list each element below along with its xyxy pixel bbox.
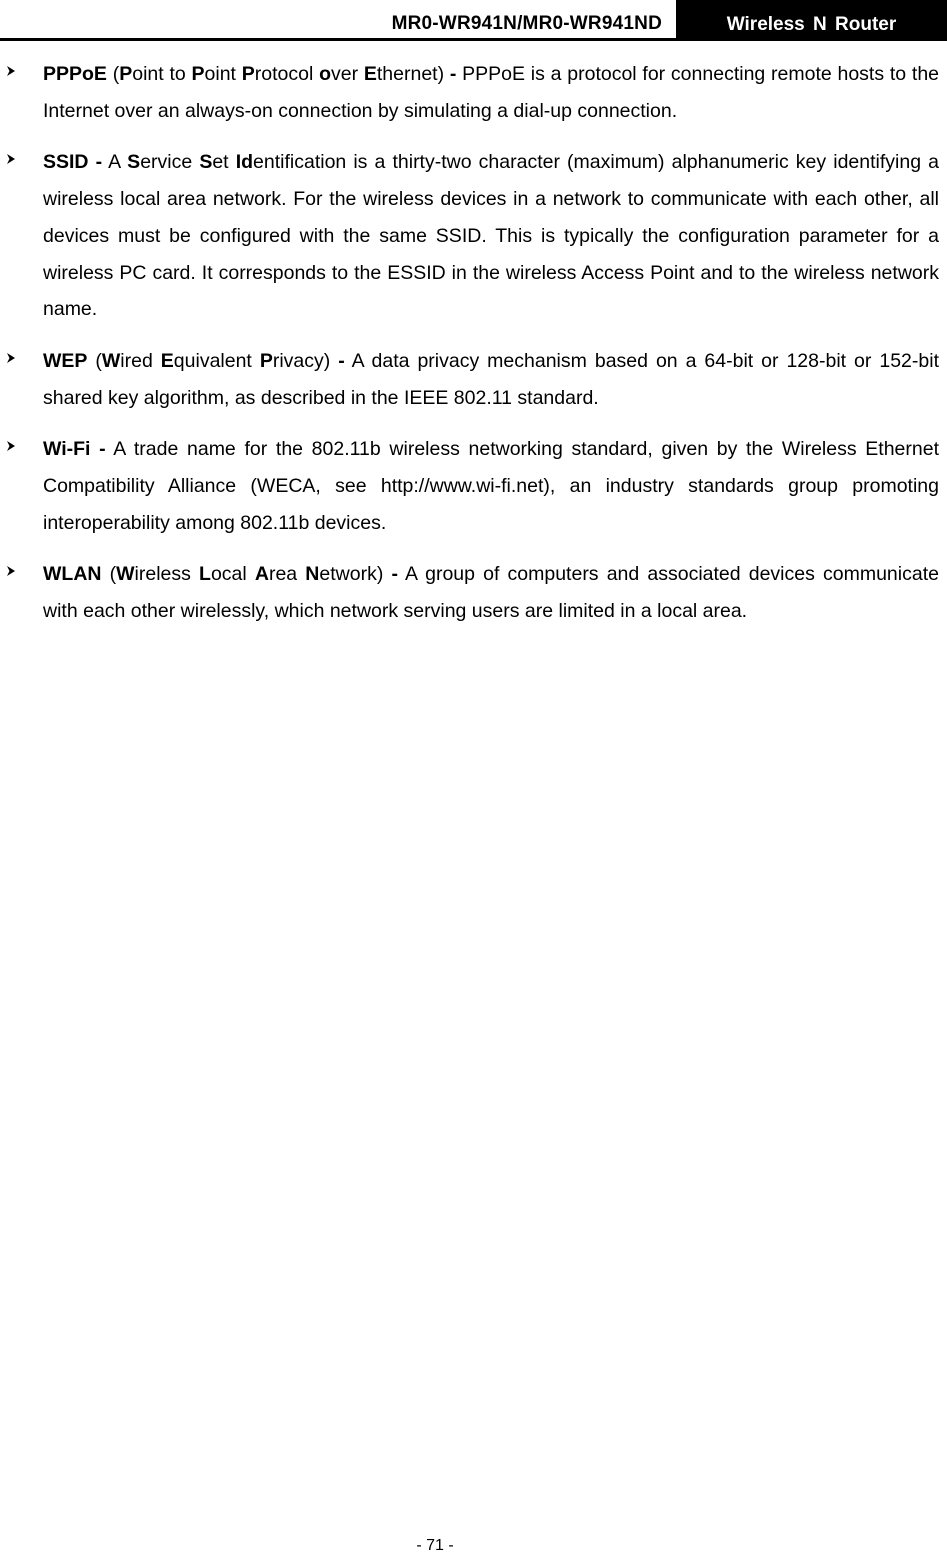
term-description: oint xyxy=(204,63,242,85)
term-description: A data privacy mechanism based on a 64-bit or 128-bit or 152-bit shared key algorithm, as described in the IEEE 802.11 standard. xyxy=(43,349,939,409)
term-keyword: P xyxy=(191,63,205,85)
term-keyword: S xyxy=(127,151,141,174)
term-keyword: W xyxy=(101,349,121,372)
glossary-item-wep xyxy=(0,343,947,416)
term-description: rivacy) xyxy=(272,349,339,372)
page-header xyxy=(0,0,947,40)
term-description: rea xyxy=(268,563,306,586)
glossary-item-text xyxy=(43,431,939,541)
glossary-item-wifi xyxy=(0,431,947,541)
term-keyword: WLAN xyxy=(43,563,102,586)
term-keyword: o xyxy=(319,63,331,85)
term-description: A group of computers and associated devices communicate with each other wirelessly, which network serving users are limited in a local area. xyxy=(43,563,939,623)
term-description: ver xyxy=(330,63,364,85)
term-description: et xyxy=(212,151,236,174)
term-description: A xyxy=(102,151,128,174)
term-keyword: N xyxy=(305,563,320,586)
term-keyword: Id xyxy=(235,151,254,174)
term-description: quivalent xyxy=(173,349,260,372)
term-description: etwork) xyxy=(319,563,392,586)
glossary-item-pppoe xyxy=(0,56,947,129)
glossary-item-ssid xyxy=(0,144,947,328)
term-keyword: A xyxy=(254,563,269,586)
glossary-item-wlan xyxy=(0,556,947,629)
glossary-item-text xyxy=(43,144,939,328)
term-description: ( xyxy=(87,349,102,372)
glossary-item-text xyxy=(43,343,939,416)
term-keyword: P xyxy=(119,63,133,85)
term-description: ervice xyxy=(140,151,200,174)
glossary-item-text xyxy=(43,556,939,629)
term-keyword: P xyxy=(259,349,273,372)
term-description: A trade name for the 802.11b wireless networking standard, given by the Wireless Ethernet Compatibility Alliance (WECA, see http://www.wi-fi.net), an industry standards group promoting interoperability among 802.11b devices. xyxy=(43,438,940,534)
term-description: oint to xyxy=(132,63,192,85)
term-keyword: WEP xyxy=(43,349,88,372)
term-keyword: E xyxy=(160,349,174,372)
arrowhead-bullet-icon xyxy=(4,351,18,365)
term-keyword: SSID - xyxy=(43,151,103,174)
term-keyword: P xyxy=(241,63,255,85)
term-keyword: - xyxy=(449,63,457,85)
term-keyword: W xyxy=(116,563,135,586)
term-keyword: PPPoE xyxy=(43,63,107,85)
term-description: thernet) xyxy=(376,63,450,85)
page-number: - 71 - xyxy=(416,1537,454,1554)
glossary-item-text xyxy=(43,56,939,129)
term-description: ( xyxy=(106,63,120,85)
term-description: PPPoE is a protocol for connecting remote hosts to the Internet over an always-on connection by simulating a dial-up connection. xyxy=(43,63,940,122)
term-description: entification is a thirty-two character (maximum) alphanumeric key identifying a wireless local area network. For the wireless devices in a network to communicate with each other, all devices must be configured with the same SSID. This is typically the configuration parameter for a wireless PC card. It corresponds to the ESSID in the wireless Access Point and to the wireless network name. xyxy=(43,151,939,321)
term-description: ireless xyxy=(134,563,200,586)
glossary-list xyxy=(0,56,947,645)
arrowhead-bullet-icon xyxy=(4,152,18,166)
term-description: ( xyxy=(101,563,117,586)
term-keyword: - xyxy=(338,349,345,372)
term-keyword: S xyxy=(199,151,213,174)
header-rule xyxy=(0,38,947,41)
term-keyword: - xyxy=(391,563,398,586)
term-description: ocal xyxy=(210,563,255,586)
arrowhead-bullet-icon xyxy=(4,564,18,578)
header-model-name: MR0-WR941N/MR0-WR941ND xyxy=(391,13,662,34)
term-keyword: L xyxy=(199,563,211,586)
header-product-name: Wireless N Router xyxy=(676,0,947,38)
arrowhead-bullet-icon xyxy=(4,439,18,453)
term-keyword: Wi-Fi - xyxy=(43,438,106,461)
term-description: rotocol xyxy=(254,63,320,85)
term-description: ired xyxy=(120,349,161,372)
arrowhead-bullet-icon xyxy=(4,64,18,78)
term-keyword: E xyxy=(363,63,377,85)
